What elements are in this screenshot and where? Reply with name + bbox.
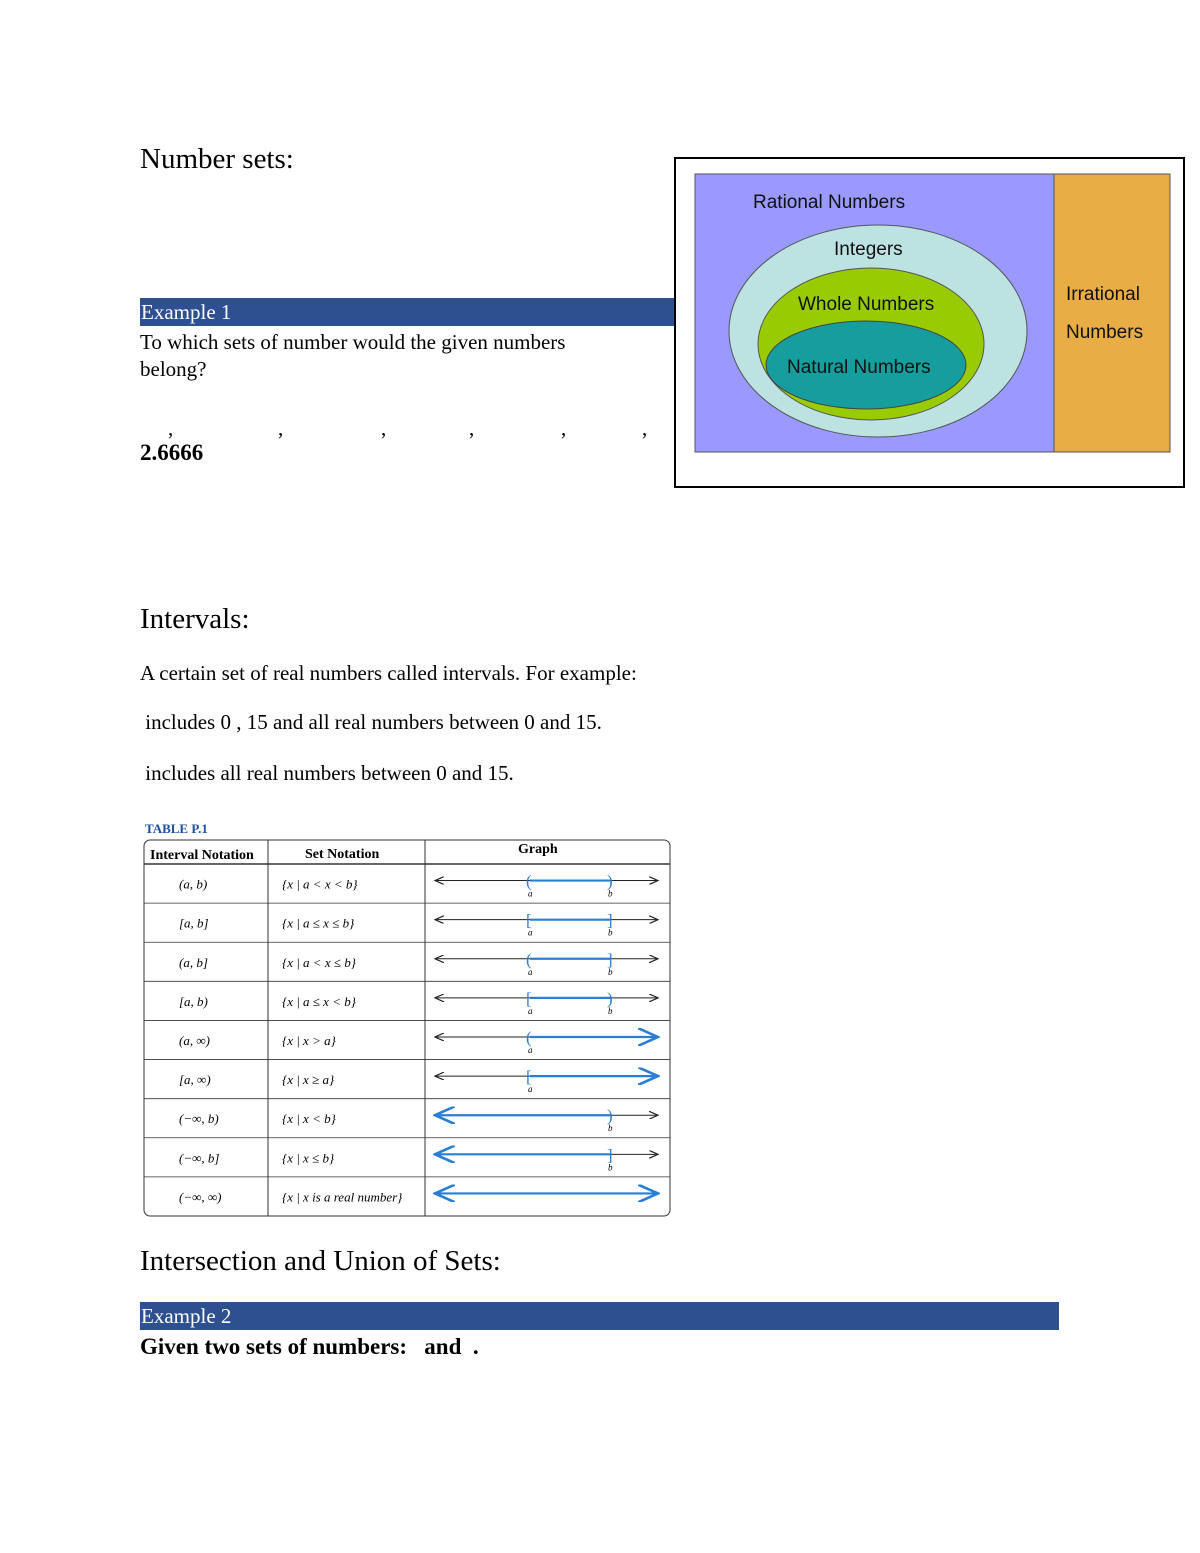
intervals-heading: Intervals: xyxy=(140,603,250,635)
interval-notation-cell: [a, b] xyxy=(179,915,209,931)
irrational-region xyxy=(1054,174,1170,452)
left-endpoint-bracket: ( xyxy=(526,871,532,891)
interval-notation-cell: [a, b) xyxy=(179,993,208,1009)
set-notation-cell: {x | x < b} xyxy=(282,1111,336,1127)
interval-notation-cell: (−∞, b) xyxy=(179,1111,219,1127)
interval-notation-cell: (−∞, b] xyxy=(179,1150,220,1166)
question-line-1: To which sets of number would the given numbers xyxy=(140,330,566,354)
irrational-label-line1: Irrational xyxy=(1066,284,1140,305)
number-sets-heading: Number sets: xyxy=(140,143,294,175)
left-endpoint-bracket: ( xyxy=(526,1028,532,1047)
table-grid xyxy=(144,840,670,1216)
endpoint-label: b xyxy=(608,1005,613,1016)
example-1-bar xyxy=(140,298,676,326)
right-endpoint-bracket: ) xyxy=(607,988,613,1008)
question-line-2: belong? xyxy=(140,357,207,381)
interval-notation-cell: (a, ∞) xyxy=(179,1033,210,1048)
separator: , xyxy=(381,416,387,440)
endpoint-label: b xyxy=(608,888,613,899)
open-interval-example: includes all real numbers between 0 and 15. xyxy=(140,761,514,785)
endpoint-label: b xyxy=(608,966,613,977)
endpoint-label: b xyxy=(608,1162,613,1173)
natural-label: Natural Numbers xyxy=(787,357,931,378)
right-endpoint-bracket: ) xyxy=(607,1106,613,1126)
number-list-separators xyxy=(0,416,680,444)
interval-notation-cell: (a, b] xyxy=(179,954,208,970)
left-endpoint-bracket: [ xyxy=(526,910,532,930)
header-set-notation: Set Notation xyxy=(305,847,380,862)
interval-notation-cell: [a, ∞) xyxy=(179,1072,211,1088)
separator: , xyxy=(642,416,648,440)
set-notation-cell: {x | a ≤ x ≤ b} xyxy=(282,915,355,931)
header-interval-notation: Interval Notation xyxy=(150,848,254,863)
endpoint-label: b xyxy=(608,1123,613,1134)
set-notation-cell: {x | x ≥ a} xyxy=(282,1072,335,1088)
table-caption: TABLE P.1 xyxy=(145,821,208,836)
separator: , xyxy=(561,416,567,440)
right-endpoint-bracket: ] xyxy=(607,1145,613,1165)
set-notation-cell: {x | a ≤ x < b} xyxy=(282,993,356,1009)
endpoint-label: a xyxy=(528,1045,533,1055)
header-graph: Graph xyxy=(518,842,558,857)
right-endpoint-bracket: ] xyxy=(607,949,613,969)
irrational-label-line2: Numbers xyxy=(1066,322,1144,343)
rational-label: Rational Numbers xyxy=(753,192,906,213)
table-rows xyxy=(179,872,658,1205)
set-notation-cell: {x | x is a real number} xyxy=(282,1189,403,1205)
interval-table-graphic xyxy=(142,816,675,1220)
right-endpoint-bracket: ) xyxy=(607,871,613,891)
separator: , xyxy=(278,416,284,440)
separator: , xyxy=(168,416,174,440)
right-endpoint-bracket: ] xyxy=(607,910,613,930)
endpoint-label: b xyxy=(608,927,613,938)
example-2-label: Example 2 xyxy=(141,1304,232,1328)
intervals-intro: A certain set of real numbers called intervals. For example: xyxy=(140,661,637,685)
example-2-bar xyxy=(140,1302,1059,1330)
example-1-label: Example 1 xyxy=(141,300,232,324)
example-1-question xyxy=(140,329,670,383)
endpoint-label: a xyxy=(528,966,533,977)
endpoint-label: a xyxy=(528,927,533,938)
sets-heading: Intersection and Union of Sets: xyxy=(140,1245,501,1277)
set-notation-cell: {x | a < x ≤ b} xyxy=(282,954,356,970)
interval-notation-cell: (−∞, ∞) xyxy=(179,1189,222,1205)
set-notation-cell: {x | x > a} xyxy=(282,1033,336,1048)
interval-notation-table xyxy=(142,816,675,1220)
endpoint-label: a xyxy=(528,888,533,899)
whole-label: Whole Numbers xyxy=(798,294,935,315)
interval-notation-cell: (a, b) xyxy=(179,876,208,892)
left-endpoint-bracket: ( xyxy=(526,949,532,969)
integers-label: Integers xyxy=(834,239,903,260)
example-2-given: Given two sets of numbers: and . xyxy=(140,1334,479,1359)
left-endpoint-bracket: [ xyxy=(526,1067,532,1087)
table-border xyxy=(144,840,670,1216)
set-notation-cell: {x | x ≤ b} xyxy=(282,1150,335,1166)
separator: , xyxy=(469,416,475,440)
left-endpoint-bracket: [ xyxy=(526,988,532,1008)
last-number-value: 2.6666 xyxy=(140,440,204,465)
endpoint-label: a xyxy=(528,1005,533,1016)
number-sets-venn xyxy=(676,159,1183,486)
number-sets-diagram xyxy=(674,157,1185,488)
closed-interval-example: includes 0 , 15 and all real numbers between 0 and 15. xyxy=(140,710,602,734)
set-notation-cell: {x | a < x < b} xyxy=(282,876,358,892)
endpoint-label: a xyxy=(528,1084,533,1095)
